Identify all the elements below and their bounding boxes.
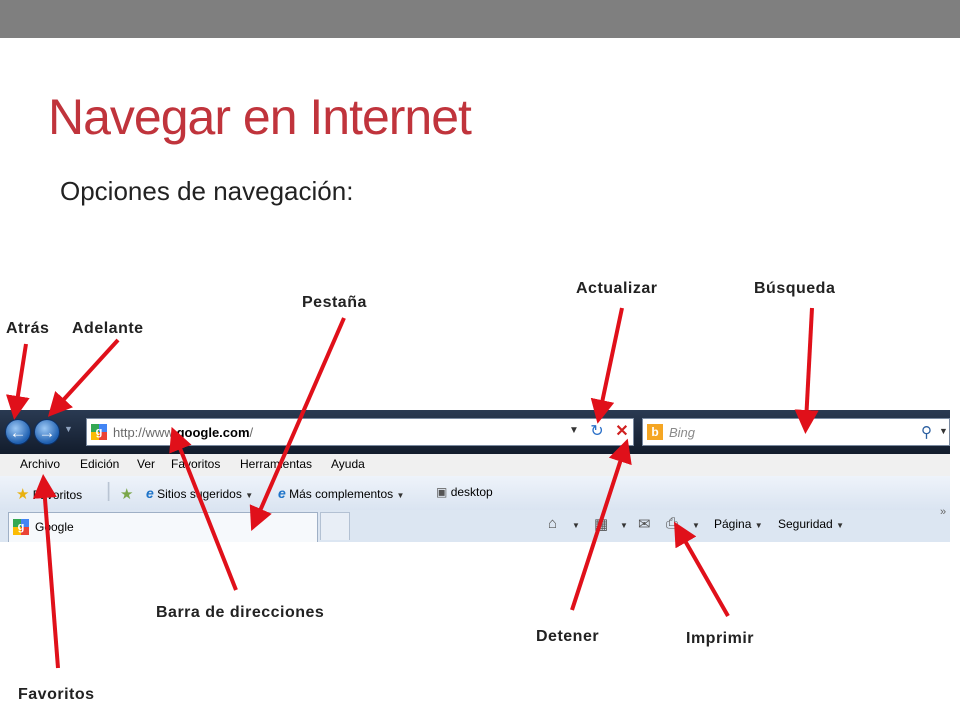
ie-icon: e <box>146 485 154 501</box>
bing-icon: b <box>647 424 663 440</box>
security-menu-button[interactable]: Seguridad ▼ <box>778 517 844 531</box>
print-dropdown-icon[interactable]: ▼ <box>692 521 700 530</box>
google-favicon-icon: g <box>91 424 107 440</box>
tab-label: Google <box>35 520 74 534</box>
menu-ver[interactable]: Ver <box>137 457 156 471</box>
favorites-button[interactable]: ★ Favoritos <box>16 486 83 503</box>
label-favoritos: Favoritos <box>18 686 95 703</box>
mail-icon[interactable]: ✉ <box>638 516 651 533</box>
google-favicon-icon: g <box>13 519 29 535</box>
label-barra-direcciones: Barra de direcciones <box>156 604 325 621</box>
tab-google[interactable] <box>8 512 318 542</box>
add-favorite-icon[interactable]: ★ <box>120 486 134 503</box>
feeds-icon[interactable]: ▦ <box>594 516 609 533</box>
favorites-bar <box>0 476 950 511</box>
label-actualizar: Actualizar <box>576 280 658 297</box>
folder-icon: ▣ <box>436 485 448 499</box>
slide-subtitle: Opciones de navegación: <box>60 176 354 206</box>
label-imprimir: Imprimir <box>686 630 755 647</box>
menu-bar <box>0 454 950 477</box>
desktop-favorite[interactable]: ▣ desktop <box>436 485 493 499</box>
search-box[interactable] <box>642 418 950 446</box>
forward-button[interactable]: → <box>34 419 60 445</box>
menu-ayuda[interactable]: Ayuda <box>331 457 365 471</box>
refresh-button[interactable]: ↻ <box>590 423 604 440</box>
feeds-dropdown-icon[interactable]: ▼ <box>620 521 628 530</box>
home-dropdown-icon[interactable]: ▼ <box>572 521 580 530</box>
home-icon[interactable]: ⌂ <box>548 515 558 532</box>
suggested-sites-button[interactable]: e Sitios sugeridos ▼ <box>146 485 254 501</box>
menu-edicion[interactable]: Edición <box>80 457 120 471</box>
address-bar[interactable] <box>86 418 634 446</box>
arrow-busqueda <box>806 308 812 422</box>
browser-screenshot <box>0 410 950 542</box>
label-pestana: Pestaña <box>302 294 367 311</box>
arrow-atras <box>16 344 26 408</box>
label-detener: Detener <box>536 628 600 645</box>
tab-row <box>0 506 950 542</box>
address-url: http://www.google.com/ <box>113 425 254 440</box>
ie-icon: e <box>278 485 286 501</box>
arrow-imprimir <box>680 532 728 616</box>
menu-herramientas[interactable]: Herramientas <box>240 457 313 471</box>
print-icon[interactable]: ⎙ <box>666 515 679 532</box>
label-busqueda: Búsqueda <box>754 280 836 297</box>
back-button[interactable]: ← <box>5 419 31 445</box>
arrow-adelante <box>56 340 118 408</box>
search-input[interactable]: Bing <box>669 425 696 440</box>
slide-title: Navegar en Internet <box>48 89 471 145</box>
history-dropdown-icon[interactable]: ▼ <box>64 424 73 434</box>
stop-button[interactable]: ✕ <box>615 423 629 440</box>
page-menu-button[interactable]: Página ▼ <box>714 517 763 531</box>
label-atras: Atrás <box>6 320 50 337</box>
chevron-icon[interactable]: » <box>940 506 947 518</box>
search-dropdown-icon[interactable]: ▼ <box>939 426 948 436</box>
label-adelante: Adelante <box>72 320 144 337</box>
arrow-actualizar <box>600 308 622 412</box>
favorites-star-icon: ★ <box>16 486 30 503</box>
toolbar-separator: | <box>106 480 112 502</box>
browser-navigation-bar <box>0 410 950 454</box>
new-tab-button[interactable] <box>320 512 350 540</box>
menu-archivo[interactable]: Archivo <box>20 457 61 471</box>
more-addons-button[interactable]: e Más complementos ▼ <box>278 485 405 501</box>
address-dropdown-icon[interactable]: ▼ <box>569 425 579 436</box>
top-bar <box>0 0 960 38</box>
search-icon[interactable]: ⚲ <box>921 424 932 441</box>
menu-favoritos[interactable]: Favoritos <box>171 457 221 471</box>
